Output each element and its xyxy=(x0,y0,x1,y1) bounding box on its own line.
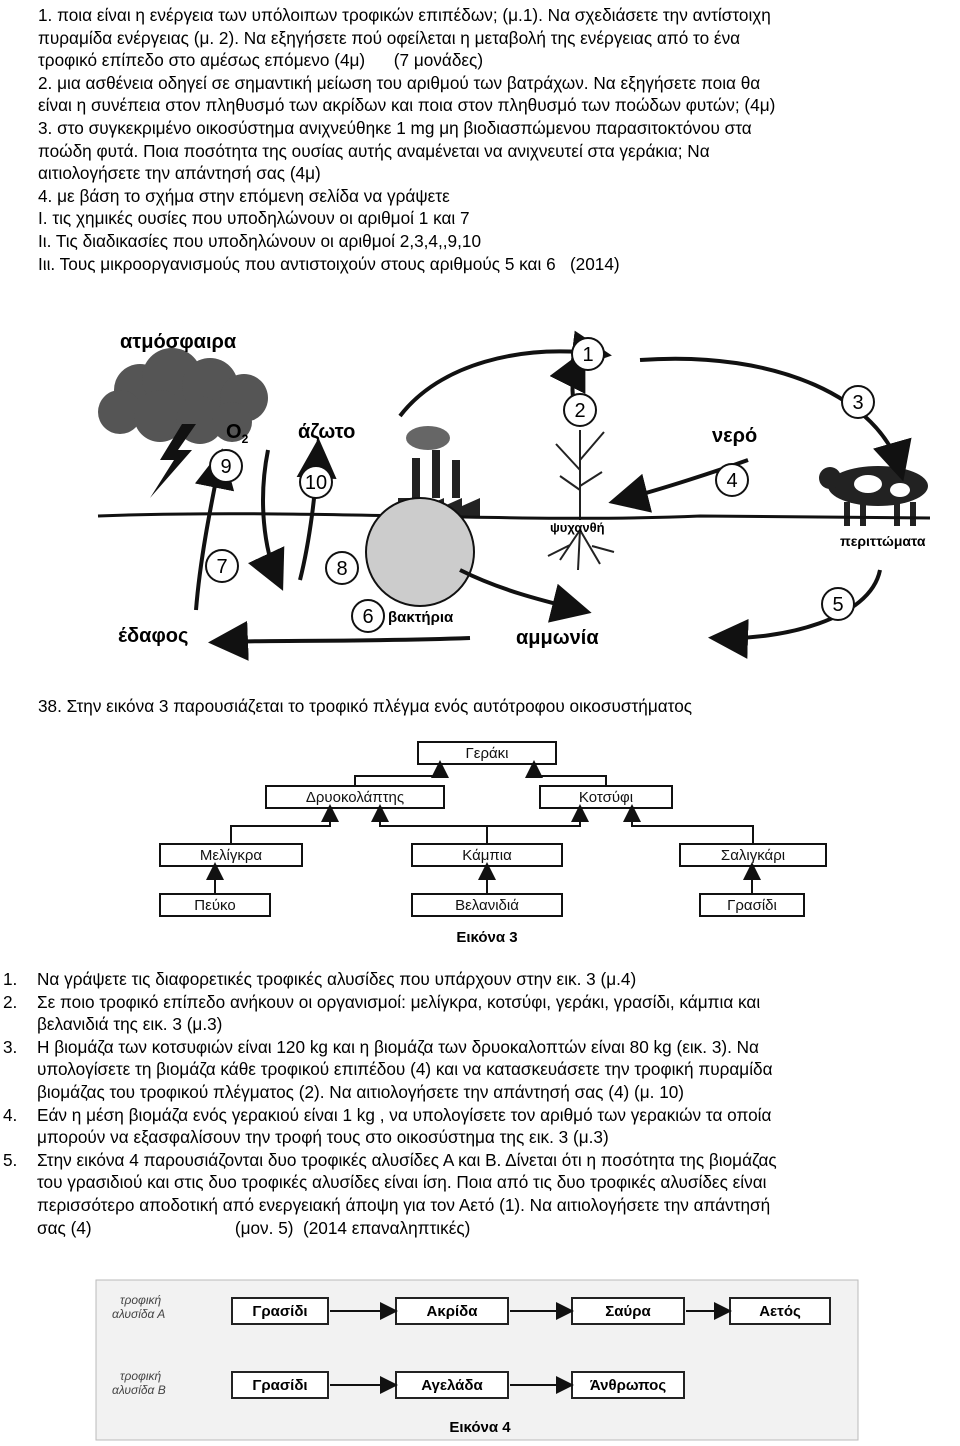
svg-text:Γρασίδι: Γρασίδι xyxy=(727,897,777,914)
number-badge xyxy=(564,394,596,426)
node-pine xyxy=(160,894,270,916)
list-item: 4. Εάν η μέση βιομάζα ενός γερακιού είναι 1 kg , να υπολογίσετε τον αριθμό των γερακιών τα οποία μπορούν να εξασφαλίσουν την τροφή τους στο οικοσύστημα της εικ. 3 (μ.3) xyxy=(3,1104,772,1148)
svg-text:Κοτσύφι: Κοτσύφι xyxy=(578,789,634,806)
chain-a-node xyxy=(396,1298,508,1324)
nitrogen-cycle-diagram xyxy=(0,320,960,670)
svg-text:Γεράκι: Γεράκι xyxy=(465,745,509,762)
svg-text:Κάμπια: Κάμπια xyxy=(462,847,512,864)
figure-4-caption: Εικόνα 4 xyxy=(449,1419,511,1436)
text-line: αιτιολογήσετε την απάντησή σας (4μ) xyxy=(38,163,321,184)
text-line: είναι η συνέπεια στον πληθυσμό των ακρίδων και ποια στον πληθυσμό των ποώδων φυτών; (4μ) xyxy=(38,95,776,116)
svg-text:6: 6 xyxy=(362,606,374,628)
svg-text:4: 4 xyxy=(726,470,738,492)
water-label: νερό xyxy=(712,425,758,447)
svg-text:Σαλιγκάρι: Σαλιγκάρι xyxy=(720,847,786,864)
node-snail xyxy=(680,844,826,866)
text-line: Iι. Τις διαδικασίες που υποδηλώνουν οι αριθμοί 2,3,4,,9,10 xyxy=(38,230,481,251)
svg-text:Ακρίδα: Ακρίδα xyxy=(426,1303,478,1320)
chain-b-node xyxy=(396,1372,508,1398)
list-item: 2. Σε ποιο τροφικό επίπεδο ανήκουν οι οργανισμοί: μελίγκρα, κοτσύφι, γεράκι, γρασίδι, κάμπια και βελανιδιά της εικ. 3 (μ.3) xyxy=(3,991,761,1035)
chain-b-node xyxy=(232,1372,328,1398)
svg-text:Γρασίδι: Γρασίδι xyxy=(252,1377,308,1394)
svg-text:Γρασίδι: Γρασίδι xyxy=(252,1303,308,1320)
figure-3-caption: Εικόνα 3 xyxy=(456,929,518,946)
node-blackbird xyxy=(540,786,672,808)
svg-text:Σαύρα: Σαύρα xyxy=(605,1303,651,1320)
soil-label: έδαφος xyxy=(118,625,189,647)
list-item: 3. Η βιομάζα των κοτσυφιών είναι 120 kg και η βιομάζα των δρυοκαλοπτών είναι 80 kg (εικ. 3). Να υπολογίσετε τη βιομάζα κάθε τροφικού επιπέδου (4) και να κατασκευάσετε την τροφική πυραμίδα βιομάζας του τροφικού πλέγματος (2). Να αιτιολογήσετε την απάντησή σας (4) (μ. 10) xyxy=(3,1036,773,1102)
nitrogen-label: άζωτο xyxy=(298,421,356,443)
svg-text:2: 2 xyxy=(574,400,586,422)
legumes-label: ψυχανθή xyxy=(550,520,605,535)
number-badge xyxy=(842,386,874,418)
bacteria-label: βακτήρια xyxy=(388,609,454,626)
svg-text:Αγελάδα: Αγελάδα xyxy=(421,1377,483,1394)
node-grass xyxy=(700,894,804,916)
svg-text:Αετός: Αετός xyxy=(759,1303,801,1320)
bacteria-circle xyxy=(366,498,474,606)
questions-block-1 xyxy=(38,4,950,275)
questions-list xyxy=(3,968,951,1239)
list-item: 1. Να γράψετε τις διαφορετικές τροφικές αλυσίδες που υπάρχουν στην εικ. 3 (μ.4) xyxy=(3,969,637,989)
node-caterpillar xyxy=(412,844,562,866)
node-aphid xyxy=(160,844,302,866)
svg-text:7: 7 xyxy=(216,556,228,578)
o2-label: $O_2$ xyxy=(226,421,249,446)
question-38-title: 38. Στην εικόνα 3 παρουσιάζεται το τροφικό πλέγμα ενός αυτότροφου οικοσυστήματος xyxy=(38,696,693,716)
svg-text:3: 3 xyxy=(852,392,864,414)
text-line: 3. στο συγκεκριμένο οικοσύστημα ανιχνεύθηκε 1 mg μη βιοδιασπώμενου παρασιτοκτόνου στα xyxy=(38,117,752,138)
atmosphere-label: ατμόσφαιρα xyxy=(120,331,237,353)
chain-a-label: τροφική αλυσίδα Α xyxy=(112,1293,166,1321)
number-badge xyxy=(206,550,238,582)
ground-line xyxy=(98,514,930,519)
node-woodpecker xyxy=(266,786,444,808)
text-line: 1. ποια είναι η ενέργεια των υπόλοιπων τροφικών επιπέδων; (μ.1). Να σχεδιάσετε την αντίστοιχη xyxy=(38,5,771,25)
number-badge xyxy=(352,600,384,632)
text-line: πυραμίδα ενέργειας (μ. 2). Να εξηγήσετε πού οφείλεται η μεταβολή της ενέργειας από το ένα xyxy=(38,27,741,48)
svg-text:10: 10 xyxy=(304,472,328,494)
text-line: Iιι. Τους μικροοργανισμούς που αντιστοιχούν στους αριθμούς 5 και 6 (2014) xyxy=(38,253,620,274)
svg-text:8: 8 xyxy=(336,558,348,580)
svg-text:Βελανιδιά: Βελανιδιά xyxy=(455,897,519,914)
legume-plant-icon xyxy=(548,430,614,570)
text-line: ποώδη φυτά. Ποια ποσότητα της ουσίας αυτής αναμένεται να ανιχνευτεί στα γεράκια; Να xyxy=(38,140,710,161)
text-line: τροφικό επίπεδο στο αμέσως επόμενο (4μ) (7 μονάδες) xyxy=(38,50,484,71)
number-badge xyxy=(822,588,854,620)
chain-a-node xyxy=(572,1298,684,1324)
svg-text:1: 1 xyxy=(582,344,594,366)
list-item: 5. Στην εικόνα 4 παρουσιάζονται δυο τροφικές αλυσίδες Α και Β. Δίνεται ότι η ποσότητα της βιομάζας του γρασιδιού και στις δυο τροφικές αλυσίδες είναι ίση. Ποια από τις δυο τροφικές αλυσίδες είναι περισσότερο αποδοτική από ενεργειακή άποψη για τον Αετό (1). Να αιτιολογήσετε την απάντησή σας (4) (μον. 5) (2014 επαναληπτικές) xyxy=(3,1149,777,1238)
chain-a-node xyxy=(232,1298,328,1324)
number-badge xyxy=(572,338,604,370)
text-line: 2. μια ασθένεια οδηγεί σε σημαντική μείωση του αριθμού των βατράχων. Να εξηγήσετε ποια θα xyxy=(38,72,761,93)
chain-a-node xyxy=(730,1298,830,1324)
text-line: 4. με βάση το σχήμα στην επόμενη σελίδα να γράψετε xyxy=(38,185,450,206)
chain-b-label: τροφική αλυσίδα Β xyxy=(112,1369,166,1397)
number-badge xyxy=(300,466,332,498)
svg-text:Μελίγκρα: Μελίγκρα xyxy=(199,847,263,864)
svg-text:5: 5 xyxy=(832,594,844,616)
number-badge xyxy=(716,464,748,496)
food-chains-diagram xyxy=(0,1262,960,1446)
svg-text:9: 9 xyxy=(220,456,232,478)
text-line: I. τις χημικές ουσίες που υποδηλώνουν οι αριθμοί 1 και 7 xyxy=(38,208,470,229)
node-hawk xyxy=(418,742,556,764)
svg-text:Πεύκο: Πεύκο xyxy=(194,897,236,914)
droppings-label: περιττώματα xyxy=(840,533,926,549)
node-oak xyxy=(412,894,562,916)
chain-b-node xyxy=(572,1372,684,1398)
cycle-numbers xyxy=(206,338,874,632)
ammonia-label: αμμωνία xyxy=(516,627,599,649)
number-badge xyxy=(210,450,242,482)
svg-text:Δρυοκολάπτης: Δρυοκολάπτης xyxy=(305,789,405,806)
svg-text:Άνθρωπος: Άνθρωπος xyxy=(589,1377,667,1394)
number-badge xyxy=(326,552,358,584)
cycle-arrows xyxy=(196,352,900,642)
food-web-diagram xyxy=(0,730,960,948)
